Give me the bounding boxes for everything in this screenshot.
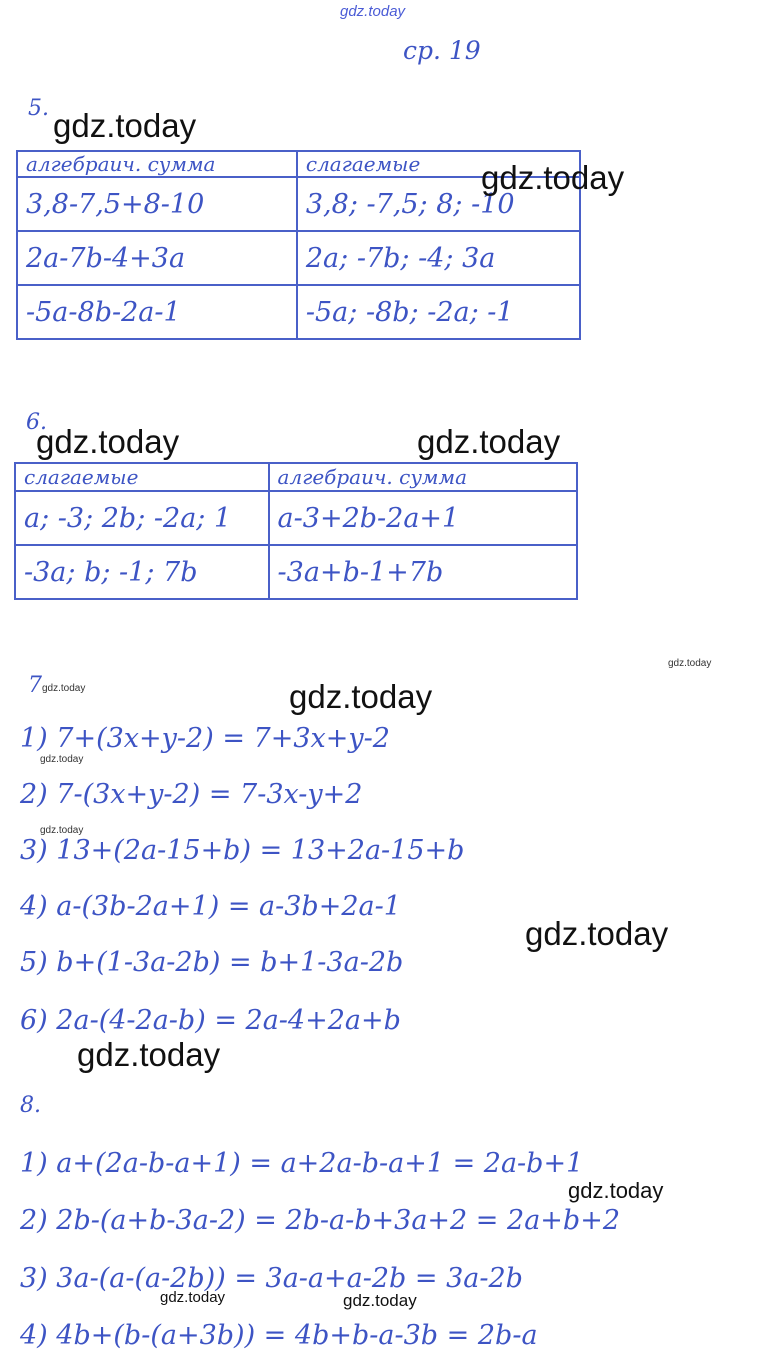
table-cell: -5a; -8b; -2a; -1 <box>297 285 580 339</box>
task8-line: 3) 3a-(a-(a-2b)) = 3a-a+a-2b = 3a-2b <box>20 1263 523 1294</box>
table-row <box>17 285 580 339</box>
task8-line: 1) a+(2a-b-a+1) = a+2a-b-a+1 = 2a-b+1 <box>20 1148 584 1179</box>
table-header-cell: слагаемые <box>15 463 269 491</box>
task7-line: 4) a-(3b-2a+1) = a-3b+2a-1 <box>20 891 401 922</box>
table-row <box>17 231 580 285</box>
table-header-cell: слагаемые <box>297 151 580 177</box>
watermark: gdz.today <box>525 915 669 952</box>
table-cell: a; -3; 2b; -2a; 1 <box>15 491 269 545</box>
table-cell: 2a; -7b; -4; 3a <box>297 231 580 285</box>
watermark: gdz.today <box>40 754 84 765</box>
watermark: gdz.today <box>289 678 433 715</box>
watermark: gdz.today <box>568 1178 664 1203</box>
task8-number: 8. <box>20 1093 41 1118</box>
task7-number: 7 <box>28 673 42 698</box>
top-watermark: gdz.today <box>340 3 406 20</box>
watermark: gdz.today <box>42 683 86 694</box>
task8-line: 2) 2b-(a+b-3a-2) = 2b-a-b+3a+2 = 2a+b+2 <box>20 1205 620 1236</box>
watermark: gdz.today <box>40 825 84 836</box>
task7-line: 6) 2a-(4-2a-b) = 2a-4+2a+b <box>20 1005 401 1036</box>
watermark: gdz.today <box>77 1036 221 1073</box>
watermark: gdz.today <box>53 107 197 144</box>
task7-line: 3) 13+(2a-15+b) = 13+2a-15+b <box>20 835 465 866</box>
table-cell: 3,8-7,5+8-10 <box>17 177 297 231</box>
page-label: ср. 19 <box>403 36 481 65</box>
task7-line: 1) 7+(3x+y-2) = 7+3x+y-2 <box>20 723 390 754</box>
table-header-cell: алгебраич. сумма <box>269 463 577 491</box>
table-cell: 3,8; -7,5; 8; -10 <box>297 177 580 231</box>
task5-number: 5. <box>28 96 49 121</box>
watermark: gdz.today <box>36 423 180 460</box>
table-row <box>15 491 577 545</box>
task7-line: 2) 7-(3x+y-2) = 7-3x-y+2 <box>20 779 363 810</box>
task7-line: 5) b+(1-3a-2b) = b+1-3a-2b <box>20 947 404 978</box>
table-header-row <box>15 463 577 491</box>
table-row <box>15 545 577 599</box>
table-cell: -3a; b; -1; 7b <box>15 545 269 599</box>
table-cell: a-3+2b-2a+1 <box>269 491 577 545</box>
table-header-cell: алгебраич. сумма <box>17 151 297 177</box>
table-cell: -3a+b-1+7b <box>269 545 577 599</box>
watermark: gdz.today <box>417 423 561 460</box>
table-cell: -5a-8b-2a-1 <box>17 285 297 339</box>
table-cell: 2a-7b-4+3a <box>17 231 297 285</box>
watermark: gdz.today <box>668 658 712 669</box>
task6-number: 6. <box>26 410 47 435</box>
watermark: gdz.today <box>160 1289 226 1306</box>
task6-table <box>14 462 578 600</box>
watermark: gdz.today <box>343 1291 417 1310</box>
task8-line: 4) 4b+(b-(a+3b)) = 4b+b-a-3b = 2b-a <box>20 1320 538 1351</box>
watermark: gdz.today <box>481 159 625 196</box>
